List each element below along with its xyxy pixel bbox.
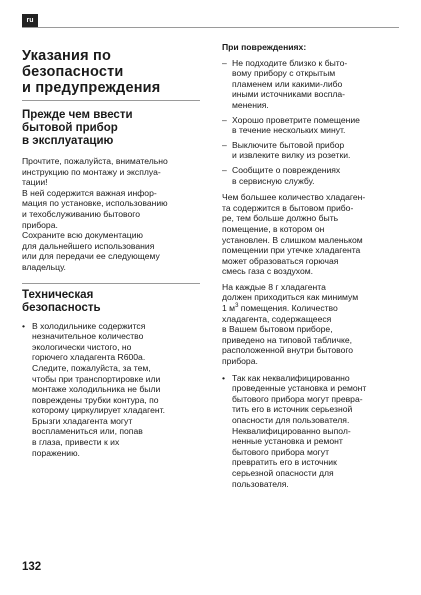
bullet-mark: • <box>222 372 226 383</box>
list-item-text: Не подходите близко к быто- вому прибору с открытым пламенем или какими-либо иными источниками воспла- менения. <box>232 57 348 110</box>
list-item-text: Сообщите о повреждениях в сервисную службу. <box>232 164 341 186</box>
refrigerant-ratio-text <box>222 282 394 367</box>
dash-mark: – <box>222 164 227 175</box>
list-item-text: Выключите бытовой прибор и извлеките вилку из розетки. <box>232 139 351 161</box>
page-title: Указания по безопасности и предупреждения <box>22 48 161 96</box>
list-item <box>222 58 394 111</box>
list-item <box>22 321 200 459</box>
technical-safety-list <box>22 321 200 459</box>
dash-mark: – <box>222 114 227 125</box>
section-heading-before-use: Прежде чем ввести бытовой прибор в эксплуатацию <box>22 109 133 147</box>
section-divider <box>22 283 200 284</box>
ratio-text-part: помещения. Количество хладагента, содержащееся в Вашем бытовом приборе, приведено на типовой табличке, расположенной внутри бытового прибора. <box>222 303 354 367</box>
list-item <box>222 140 394 161</box>
dash-mark: – <box>222 57 227 68</box>
right-column <box>222 42 394 489</box>
list-item <box>222 115 394 136</box>
before-use-text: Прочтите, пожалуйста, внимательно инструкцию по монтажу и эксплуа- тации! В ней содержится важная инфор- мация по установке, использованию и техобслуживанию бытового прибора. Сохраните всю документацию для дальнейшего использования или для передачи ее следующему владельцу. <box>22 156 168 272</box>
dash-mark: – <box>222 139 227 150</box>
damage-steps-list <box>222 58 394 187</box>
language-badge: ru <box>22 14 38 27</box>
superscript: 3 <box>235 303 239 310</box>
refrigerant-room-size-text: Чем большее количество хладаген- та содержится в бытовом прибо- ре, тем больше должно быть помещение, в котором он установлен. В слишком маленьком помещении при утечке хладагента может образоваться горючая смесь газа с воздухом. <box>222 192 366 277</box>
title-divider <box>22 100 200 101</box>
list-item-text: В холодильнике содержится незначительное количество экологически чистого, но горючего хладагента R600a. Следите, пожалуйста, за тем, чтобы при транспортировке или монтаже холодильника не были повреждены трубки контура, по которому циркулирует хладагент. Брызги хладагента могут воспламениться или, попав в глаза, привести к их поражению. <box>32 320 166 458</box>
list-item-text: Хорошо проветрите помещение в течение нескольких минут. <box>232 114 360 136</box>
left-column <box>22 48 200 458</box>
damage-intro: При повреждениях: <box>222 42 307 52</box>
page-number: 132 <box>22 561 42 573</box>
bullet-mark: • <box>22 320 26 331</box>
repair-warning-list <box>222 373 394 490</box>
list-item-text: Так как неквалифицированно проведенные установка и ремонт бытового прибора могут превра- тить его в источник серьезной опасности для пользователя. Неквалифицированно выпол- ненные установка и ремонт бытового прибора могут превратить его в источник серьезной опасности для пользователя. <box>232 372 367 489</box>
list-item <box>222 373 394 490</box>
section-heading-technical-safety: Техническая безопасность <box>22 288 101 314</box>
header-divider <box>22 27 399 28</box>
list-item <box>222 165 394 186</box>
ratio-text-part: На каждые 8 г хладагента должен приходиться как минимум 1 м <box>222 281 359 314</box>
